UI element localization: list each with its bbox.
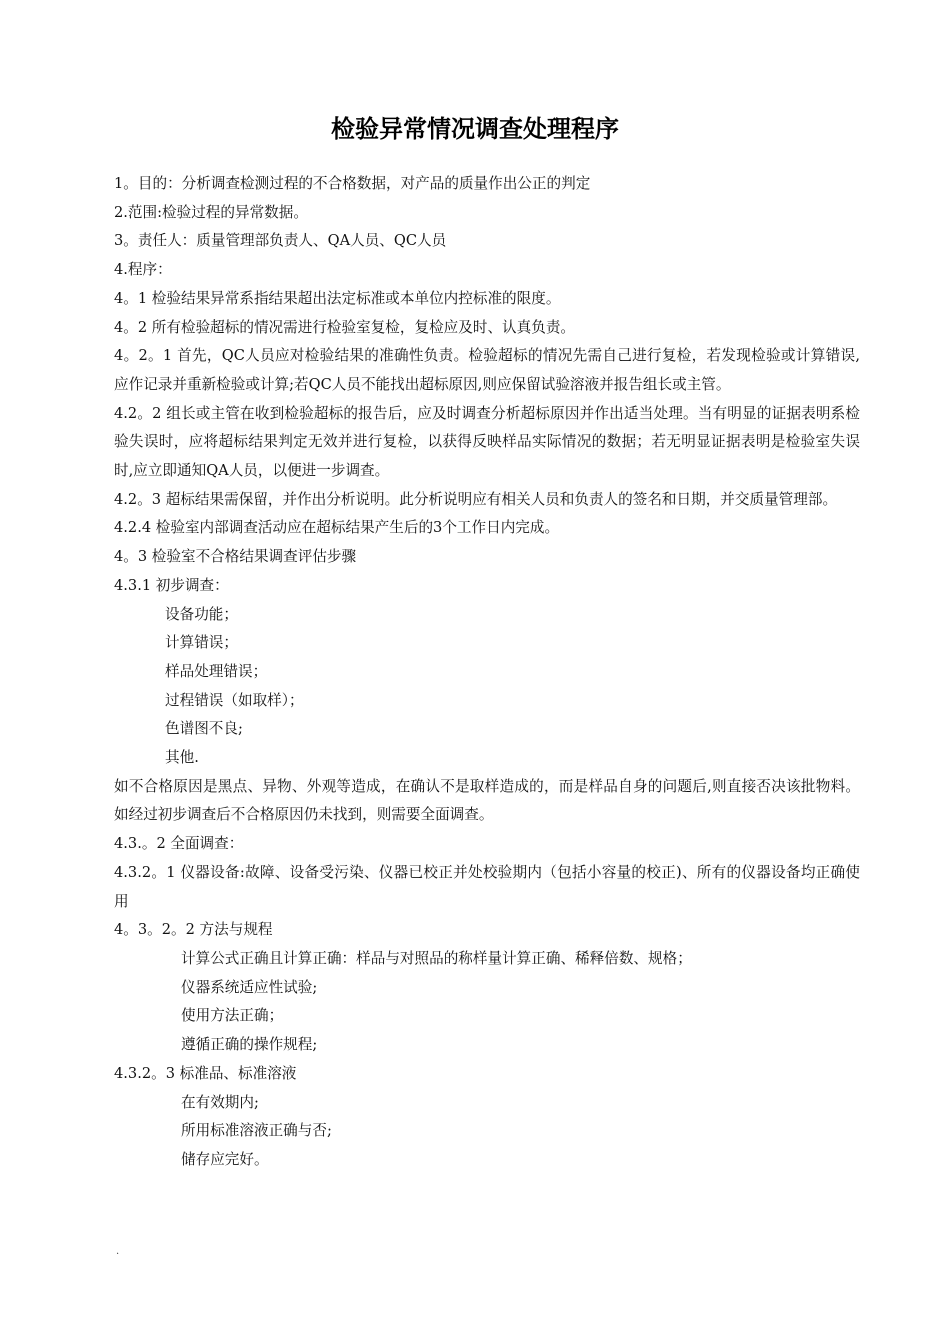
document-title: 检验异常情况调查处理程序	[331, 115, 619, 143]
paragraph-responsible: 3。责任人：质量管理部负责人、QA人员、QC人员	[114, 232, 447, 250]
paragraph-4-1: 4。1 检验结果异常系指结果超出法定标准或本单位内控标准的限度。	[114, 289, 561, 307]
paragraph-4-3-2-2: 4。3。2。2 方法与规程	[114, 921, 273, 939]
footer-mark: .	[116, 1246, 120, 1257]
paragraph-4-3-1: 4.3.1 初步调查：	[114, 576, 229, 594]
paragraph-4-2: 4。2 所有检验超标的情况需进行检验室复检，复检应及时、认真负责。	[114, 318, 576, 336]
paragraph-purpose: 1。目的：分析调查检测过程的不合格数据，对产品的质量作出公正的判定	[114, 175, 591, 192]
list-item: 使用方法正确；	[181, 1007, 284, 1025]
list-item: 在有效期内;	[181, 1093, 259, 1111]
paragraph-rejection-note: 如不合格原因是黑点、异物、外观等造成，在确认不是取样造成的，而是样品自身的问题后,则直接否决该批物料。 如经过初步调查后不合格原因仍未找到，则需要全面调查。	[114, 777, 860, 824]
list-item: 储存应完好。	[181, 1150, 269, 1168]
list-item: 样品处理错误；	[165, 662, 268, 680]
paragraph-4-3: 4。3 检验室不合格结果调查评估步骤	[114, 548, 357, 566]
list-item: 设备功能；	[165, 605, 238, 623]
list-item: 其他.	[165, 749, 199, 767]
list-item: 仪器系统适应性试验;	[181, 978, 318, 996]
paragraph-procedure-heading: 4.程序：	[114, 261, 172, 279]
paragraph-4-2-3: 4.2。3 超标结果需保留，并作出分析说明。此分析说明应有相关人员和负责人的签名和日期，并交质量管理部。	[114, 490, 838, 508]
list-item: 过程错误（如取样）；	[165, 691, 304, 709]
list-item: 所用标准溶液正确与否;	[181, 1122, 332, 1140]
paragraph-4-2-4: 4.2.4 检验室内部调查活动应在超标结果产生后的3个工作日内完成。	[114, 519, 560, 537]
list-item: 色谱图不良;	[165, 720, 243, 738]
list-item: 计算错误；	[165, 634, 238, 652]
paragraph-4-3-2: 4.3.。2 全面调查：	[114, 835, 244, 853]
paragraph-4-2-2: 4.2。2 组长或主管在收到检验超标的报告后，应及时调查分析超标原因并作出适当处理。当有明显的证据表明系检验失误时，应将超标结果判定无效并进行复检，以获得反映样品实际情况的数据；若无明显证据表明是检验室失误时,应立即通知QA人员，以便进一步调查。	[114, 404, 860, 480]
paragraph-4-3-2-1: 4.3.2。1 仪器设备:故障、设备受污染、仪器已校正并处校验期内（包括小容量的校正)、所有的仪器设备均正确使用	[114, 863, 860, 910]
paragraph-scope: 2.范围:检验过程的异常数据。	[114, 203, 308, 221]
list-item: 计算公式正确且计算正确：样品与对照品的称样量计算正确、稀释倍数、规格；	[181, 949, 692, 967]
list-item: 遵循正确的操作规程;	[181, 1036, 318, 1054]
document-body	[114, 170, 860, 1175]
paragraph-4-2-1: 4。2。1 首先，QC人员应对检验结果的准确性负责。检验超标的情况先需自己进行复检，若发现检验或计算错误,应作记录并重新检验或计算;若QC人员不能找出超标原因,则应保留试验溶液并报告组长或主管。	[114, 347, 860, 393]
paragraph-4-3-2-3: 4.3.2。3 标准品、标准溶液	[114, 1064, 297, 1082]
